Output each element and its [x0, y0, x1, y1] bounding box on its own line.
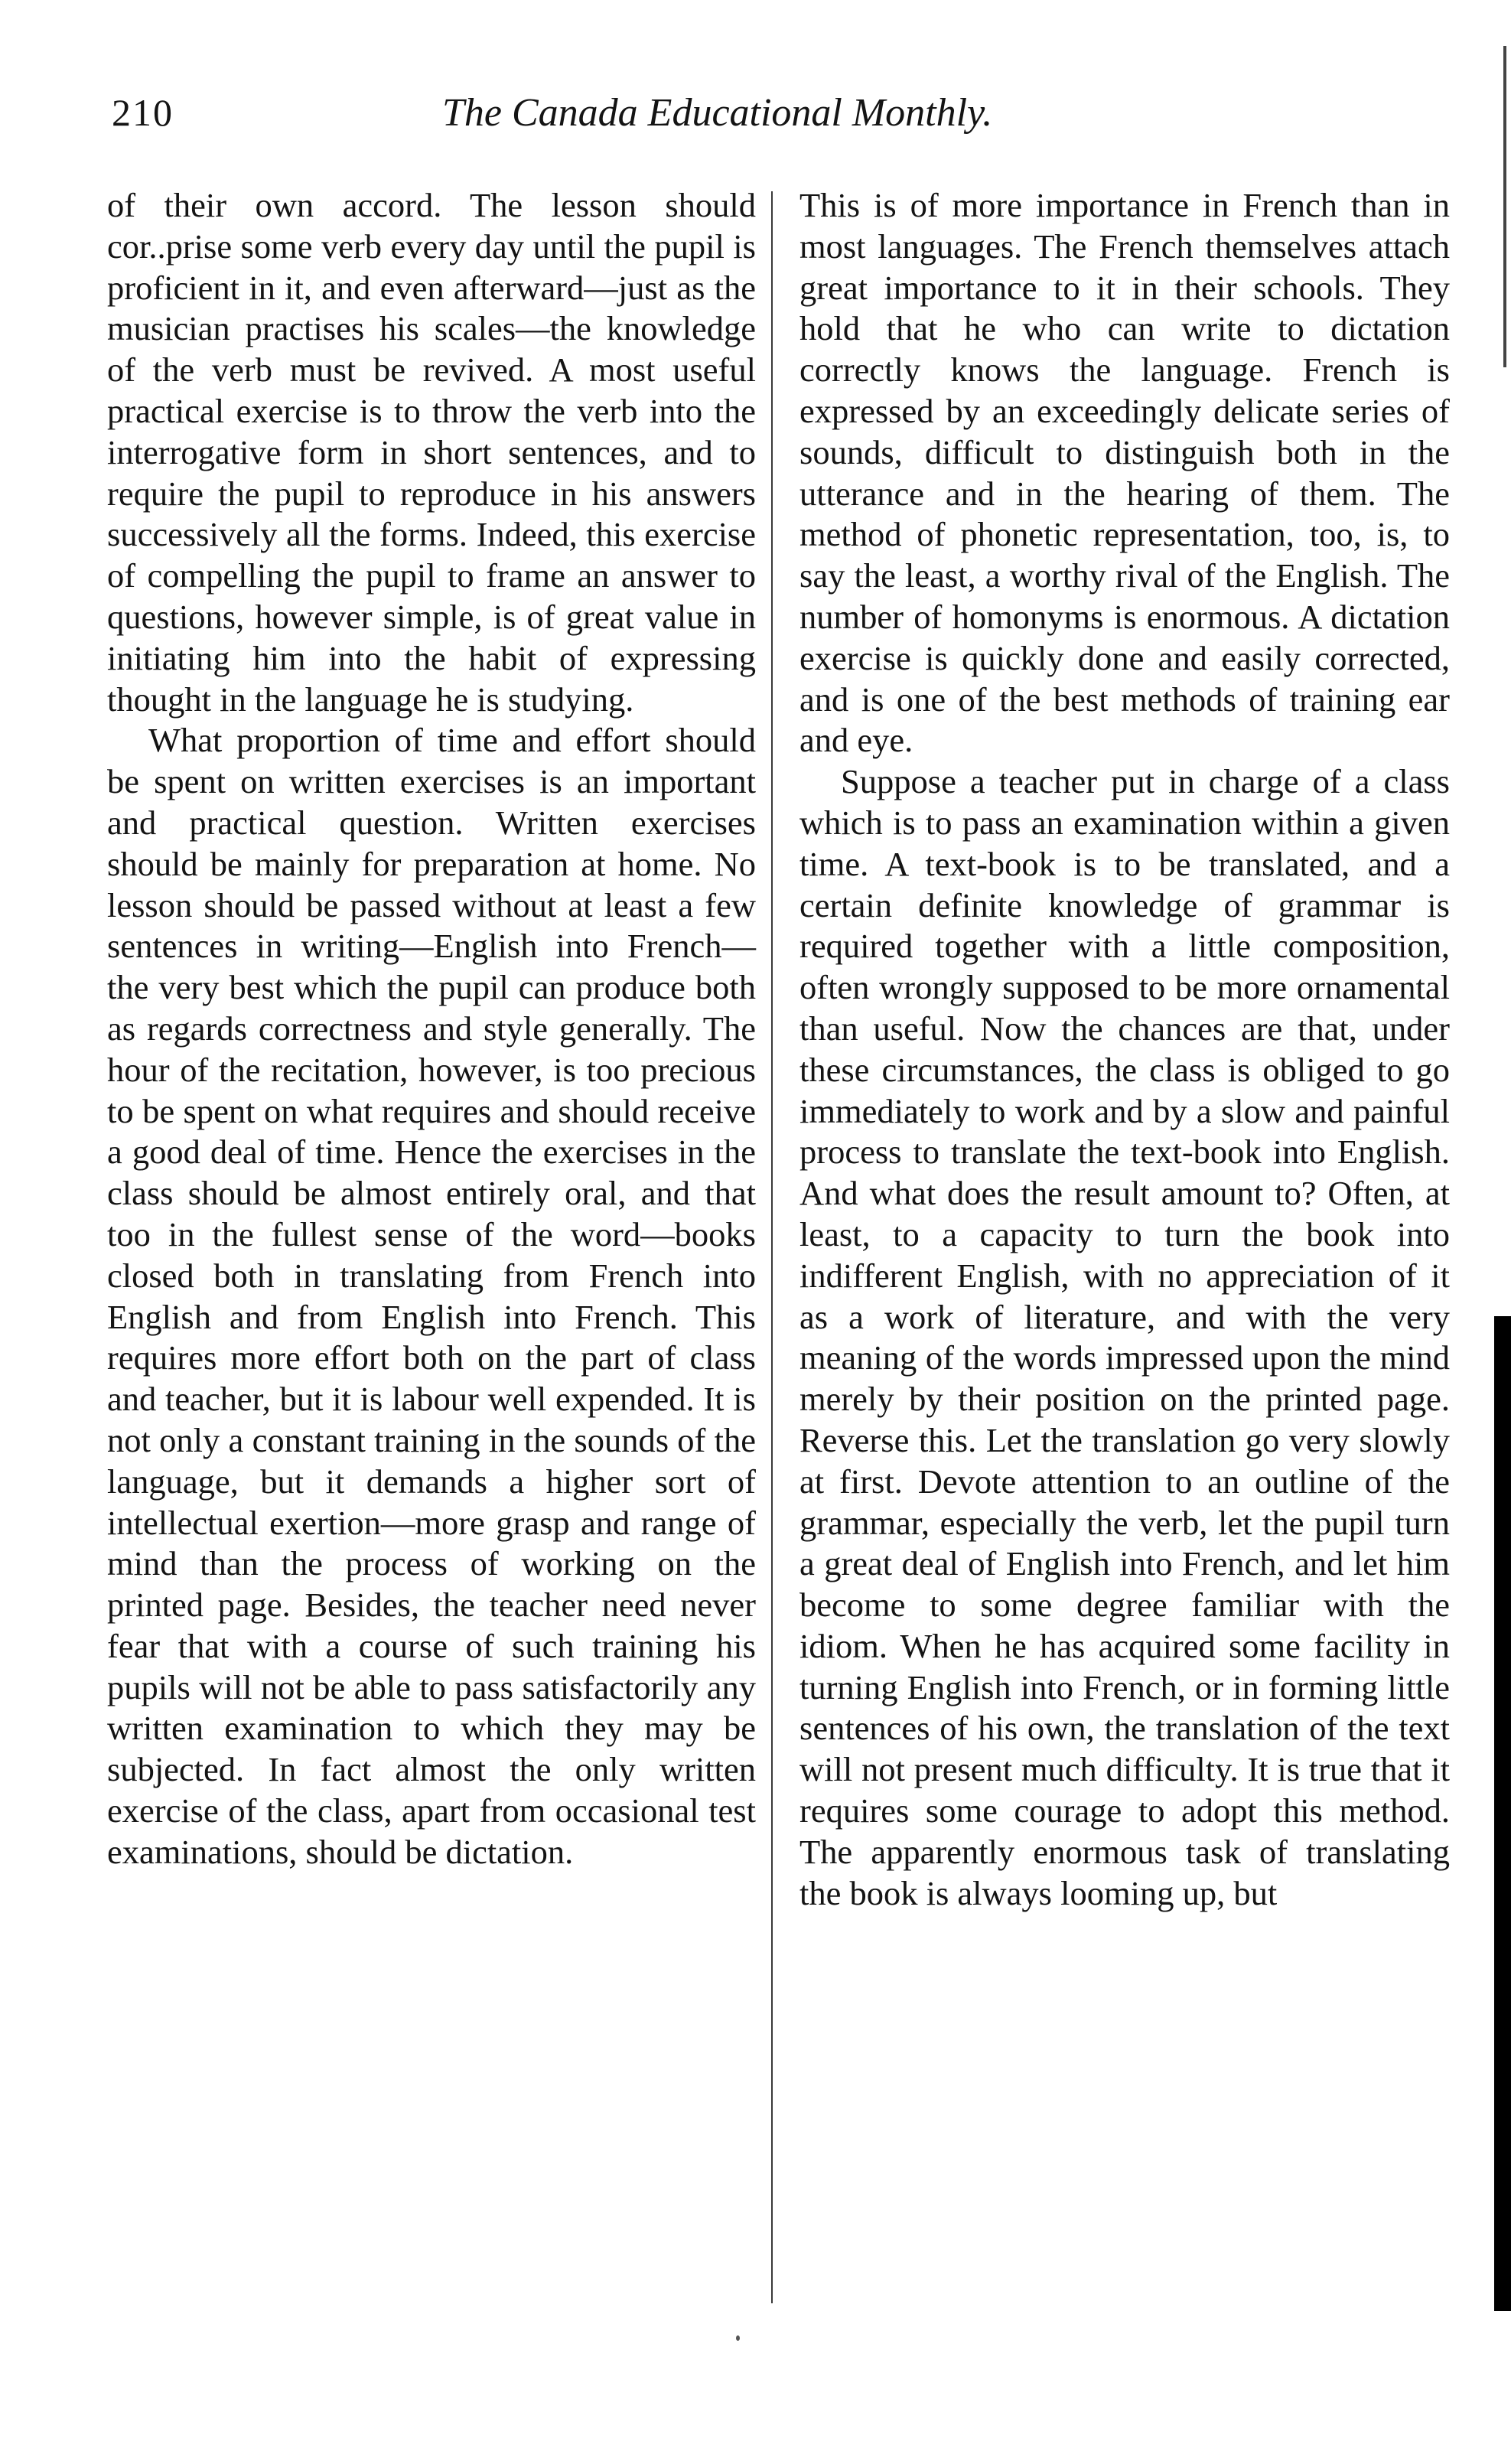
scan-edge-shadow	[1494, 1316, 1511, 2311]
paragraph: Suppose a teacher put in charge of a class which is to pass an examination within a given time. A text-book is to be translated, and a certain definite knowledge of grammar is required together with a little composition, often wrongly supposed to be more ornamental than useful. Now the chances are that, under these circumstances, the class is obliged to go immediately to work and by a slow and painful process to translate the text-book into English. And what does the result amount to? Often, at least, to a capacity to turn the book into indifferent English, with no appreciation of it as a work of literature, and with the very meaning of the words impressed upon the mind merely by their position on the printed page. Reverse this. Let the translation go very slowly at first. Devote attention to an outline of the grammar, especially the verb, let the pupil turn a great deal of English into French, and let him become to some degree familiar with the idiom. When he has acquired some facility in turning English into French, or in forming little sentences of his own, the translation of the text will not present much difficulty. It is true that it requires some courage to adopt this method. The apparently enormous task of translating the book is always looming up, but	[799, 762, 1450, 1912]
scan-edge-shadow	[1503, 46, 1506, 367]
page-number: 210	[112, 91, 174, 134]
left-column	[107, 185, 756, 1873]
paragraph: What proportion of time and effort should be spent on written exercises is an important and practical question. Written exercises should be mainly for preparation at home. No lesson should be passed without at least a few sentences in writing—English into French—the very best which the pupil can produce both as regards correctness and style generally. The hour of the recitation, however, is too precious to be spent on what requires and should receive a good deal of time. Hence the exercises in the class should be almost entirely oral, and that too in the fullest sense of the word—books closed both in translating from French into English and from English into French. This requires more effort both on the part of class and teacher, but it is labour well expended. It is not only a constant training in the sounds of the language, but it demands a higher sort of intellectual exertion—more grasp and range of mind than the process of working on the printed page. Besides, the teacher need never fear that with a course of such training his pupils will not be able to pass satisfactorily any written examination to which they may be subjected. In fact almost the only written exercise of the class, apart from occasional test examinations, should be dictation.	[107, 721, 756, 1871]
running-header	[0, 90, 1511, 152]
paragraph: This is of more importance in French than in most languages. The French themselves attach great importance to it in their schools. They hold that he who can write to dictation correctly knows the language. French is expressed by an exceedingly delicate series of sounds, difficult to distinguish both in the utterance and in the hearing of them. The method of phonetic representation, too, is, to say the least, a worthy rival of the English. The number of homonyms is enormous. A dictation exercise is quickly done and easily corrected, and is one of the best methods of training ear and eye.	[799, 186, 1450, 760]
scan-speck	[736, 2335, 740, 2341]
column-divider	[771, 191, 773, 2303]
paragraph: of their own accord. The lesson should cor..prise some verb every day until the pupil is proficient in it, and even afterward—just as the musician practises his scales—the knowledge of the verb must be revived. A most useful practical exercise is to throw the verb into the interrogative form in short sentences, and to require the pupil to reproduce in his answers successively all the forms. Indeed, this exercise of compelling the pupil to frame an answer to questions, however simple, is of great value in initiating him into the habit of expressing thought in the language he is studying.	[107, 186, 756, 719]
running-title: The Canada Educational Monthly.	[442, 91, 993, 135]
right-column	[799, 185, 1450, 1914]
